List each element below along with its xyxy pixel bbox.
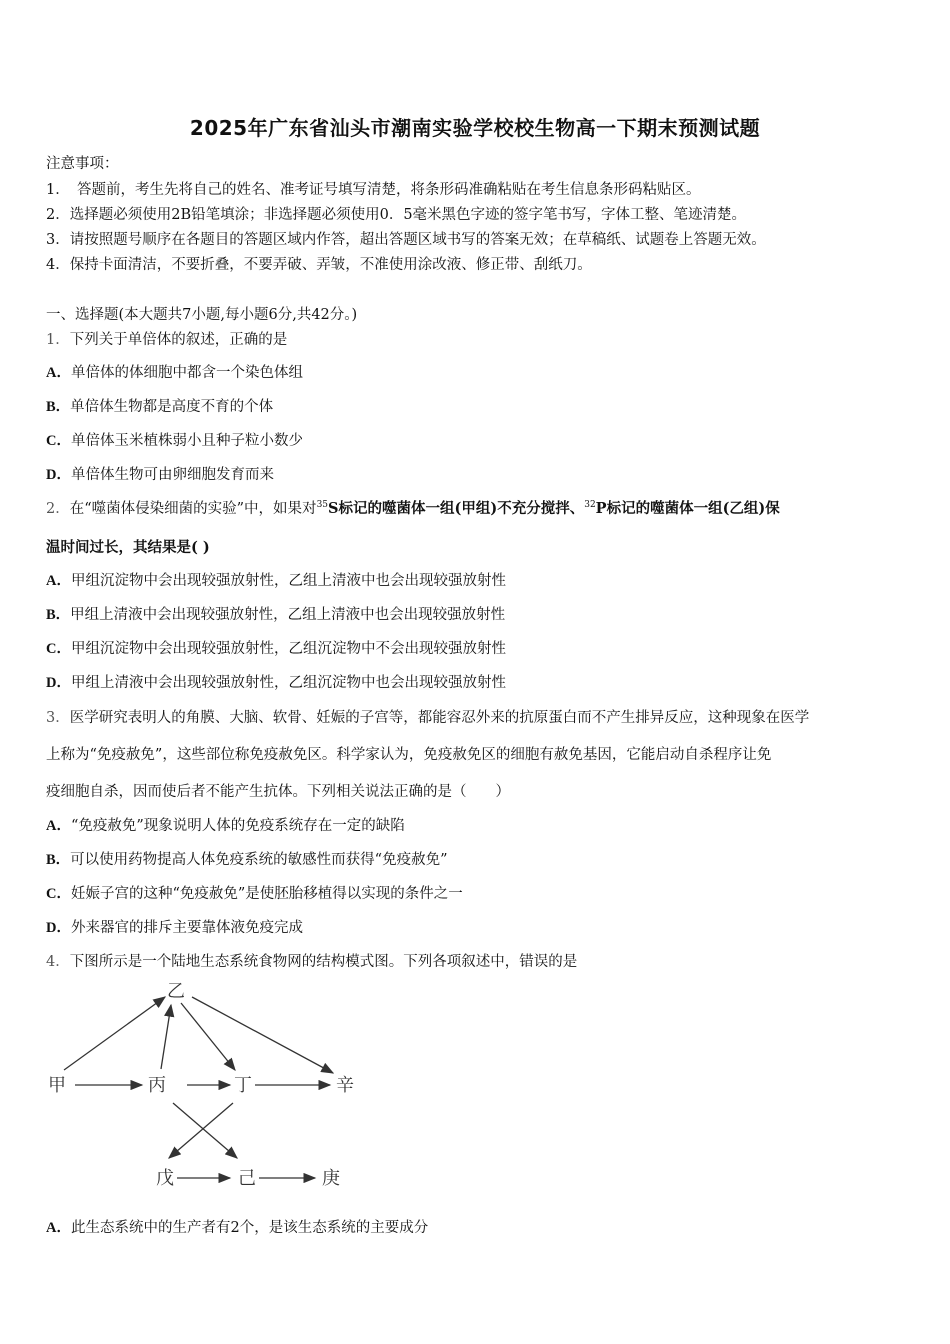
question-4: 4．下图所示是一个陆地生态系统食物网的结构模式图。下列各项叙述中，错误的是 (46, 954, 578, 970)
node-yi: 乙 (167, 981, 185, 1002)
option-b: B．单倍体生物都是高度不育的个体 (46, 399, 274, 415)
option-d: D．外来器官的排斥主要靠体液免疫完成 (46, 920, 303, 936)
option-a: A．甲组沉淀物中会出现较强放射性，乙组上清液中也会出现较强放射性 (46, 573, 506, 589)
page-title: 2025年广东省汕头市潮南实验学校校生物高一下期末预测试题 (189, 116, 761, 140)
option-b: B．甲组上清液中会出现较强放射性，乙组上清液中也会出现较强放射性 (46, 607, 506, 623)
question-number: 2． (46, 501, 70, 517)
option-c: C．甲组沉淀物中会出现较强放射性，乙组沉淀物中不会出现较强放射性 (46, 641, 506, 657)
question-number: 4． (46, 954, 70, 970)
option-d: D．单倍体生物可由卵细胞发育而来 (46, 467, 274, 483)
option-b: B．可以使用药物提高人体免疫系统的敏感性而获得“免疫赦免” (46, 852, 448, 868)
question-number: 1． (46, 332, 70, 348)
node-bing: 丙 (148, 1075, 166, 1096)
option-c: C．单倍体玉米植株弱小且种子粒小数少 (46, 433, 303, 449)
food-web-diagram (40, 975, 380, 1195)
notice-item: 1． 答题前，考生先将自己的姓名、准考证号填写清楚，将条形码准确粘贴在考生信息条形码粘贴区。 (46, 182, 701, 198)
arrow-yi-xin (192, 997, 333, 1073)
notice-item: 2．选择题必须使用2B铅笔填涂；非选择题必须使用0．5毫米黑色字迹的签字笔书写，字体工整、笔迹清楚。 (46, 207, 747, 223)
question-3: 3．医学研究表明人的角膜、大脑、软骨、妊娠的子宫等，都能容忍外来的抗原蛋白而不产生排异反应，这种现象在医学 (46, 710, 810, 726)
node-xin: 辛 (336, 1075, 354, 1096)
arrow-ding-wu (169, 1103, 233, 1158)
notice-item: 3．请按照题号顺序在各题目的答题区域内作答，超出答题区域书写的答案无效；在草稿纸、试题卷上答题无效。 (46, 232, 766, 248)
option-a: A．此生态系统中的生产者有2个，是该生态系统的主要成分 (46, 1220, 429, 1236)
question-3-line3: 疫细胞自杀，因而使后者不能产生抗体。下列相关说法正确的是（ ） (46, 784, 510, 800)
node-jia: 甲 (48, 1075, 66, 1096)
question-number: 3． (46, 710, 70, 726)
arrow-jia-yi (64, 997, 165, 1070)
notice-heading: 注意事项： (46, 156, 119, 172)
arrow-yi-ding (181, 1003, 235, 1070)
node-ding: 丁 (234, 1075, 252, 1096)
node-ji: 己 (238, 1168, 256, 1189)
option-a: A．“免疫赦免”现象说明人体的免疫系统存在一定的缺陷 (46, 818, 405, 834)
node-geng: 庚 (322, 1168, 340, 1189)
question-3-line2: 上称为“免疫赦免”，这些部位称免疫赦免区。科学家认为，免疫赦免区的细胞有赦免基因，它能启动自杀程序让免 (46, 747, 772, 763)
question-2-line2: 温时间过长，其结果是( ) (46, 539, 210, 556)
question-1 (46, 328, 287, 349)
arrow-bing-ji (173, 1103, 237, 1158)
section-heading: 一、选择题(本大题共7小题,每小题6分,共42分。) (46, 307, 358, 323)
arrow-bing-yi (161, 1005, 171, 1069)
notice-item: 4．保持卡面清洁，不要折叠，不要弄破、弄皱，不准使用涂改液、修正带、刮纸刀。 (46, 257, 592, 273)
option-c: C．妊娠子宫的这种“免疫赦免”是使胚胎移植得以实现的条件之一 (46, 886, 463, 902)
question-stem: 下列关于单倍体的叙述，正确的是 (69, 332, 288, 348)
node-wu: 戊 (156, 1168, 174, 1189)
option-a: A．单倍体的体细胞中都含一个染色体组 (46, 365, 303, 381)
option-d: D．甲组上清液中会出现较强放射性，乙组沉淀物中也会出现较强放射性 (46, 675, 506, 691)
question-2: 2．在“噬菌体侵染细菌的实验”中，如果对$^{35}$S标记的噬菌体一组(甲组)不充分搅拌、$^{32}$P标记的噬菌体一组(乙组)保 (46, 500, 780, 517)
